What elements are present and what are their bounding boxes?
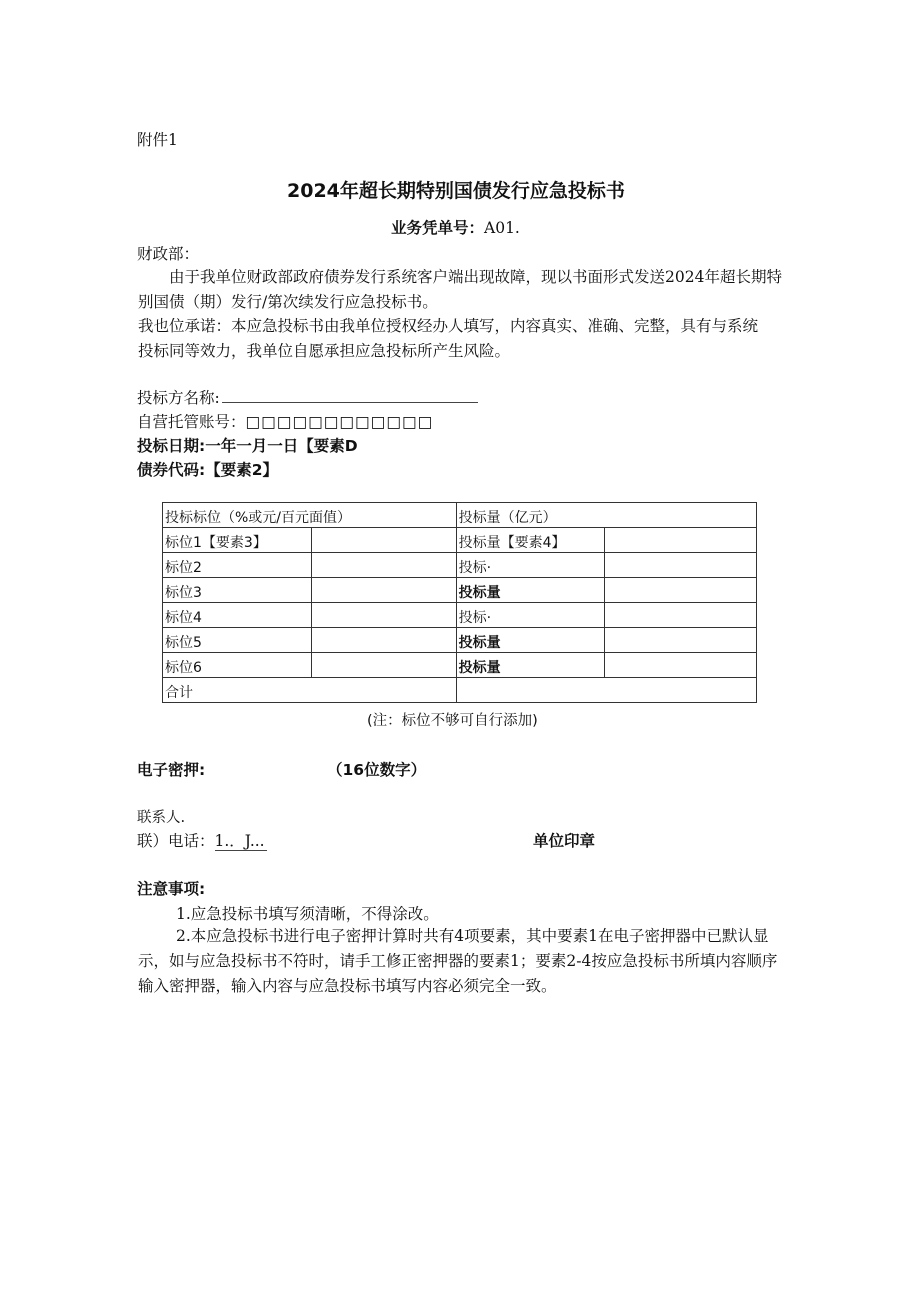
amount-value-cell [605,603,757,628]
recipient: 财政部： [137,245,200,263]
position-cell: 标位1【要素3】 [163,528,312,553]
position-cell: 标位2 [163,553,312,578]
amount-value-cell [605,528,757,553]
table-header-row [163,503,757,528]
bidder-name-label: 投标方名称: [137,389,220,407]
phone-label: 联）电话： [137,832,215,850]
table-row [163,653,757,678]
notes-title: 注意事项: [137,880,206,898]
account-label: 自营托管账号： [137,413,246,431]
phone-value: 1.．J... [214,832,265,850]
table-row [163,553,757,578]
bid-date: 投标日期:一年一月一日【要素D [137,437,358,455]
e-seal-hint: （16位数字） [327,761,427,779]
table-row [163,578,757,603]
note-1: 1.应急投标书填写须清晰，不得涂改。 [176,905,439,923]
unit-seal: 单位印章 [533,832,596,850]
table-row [163,628,757,653]
position-value-cell [311,528,456,553]
table-total-row [163,678,757,703]
position-value-cell [311,578,456,603]
note-2: 2.本应急投标书进行电子密押计算时共有4项要素，其中要素1在电子密押器中已默认显示，如与应急投标书不符时，请手工修正密押器的要素1；要素2-4按应急投标书所填内容顺序输入密押器，输入内容与应急投标书填写内容必须完全一致。 [138,927,778,995]
bidder-name-line [137,386,478,408]
paragraph-commitment: 我也位承诺：本应急投标书由我单位授权经办人填写，内容真实、准确、完整，具有与系统投标同等效力，我单位自愿承担应急投标所产生风险。 [138,317,759,360]
amount-label-cell: 投标量 [456,578,605,603]
table-row [163,528,757,553]
amount-value-cell [605,653,757,678]
table-note: (注：标位不够可自行添加) [367,713,538,729]
bidder-name-blank [222,388,478,403]
table-row [163,603,757,628]
total-label-cell: 合计 [163,678,457,703]
bond-code: 债券代码:【要素2】 [137,461,278,479]
position-value-cell [311,603,456,628]
position-value-cell [311,553,456,578]
position-cell: 标位3 [163,578,312,603]
e-seal-label: 电子密押: [137,761,206,779]
header-bid-position: 投标标位（%或元/百元面值） [163,503,457,528]
phone-line [137,829,267,851]
position-cell: 标位5 [163,628,312,653]
amount-label-cell: 投标量【要素4】 [456,528,605,553]
contact-label: 联系人. [137,810,186,826]
header-bid-amount: 投标量（亿元） [456,503,756,528]
position-value-cell [311,653,456,678]
voucher-line [391,216,520,238]
amount-value-cell [605,553,757,578]
document-title: 2024年超长期特别国债发行应急投标书 [287,180,625,202]
account-line [137,410,433,432]
amount-label-cell: 投标量 [456,653,605,678]
position-value-cell [311,628,456,653]
paragraph-intro: 由于我单位财政部政府债券发行系统客户端出现故障，现以书面形式发送2024年超长期特别国债（期）发行/第次续发行应急投标书。 [138,268,782,311]
voucher-label: 业务凭单号： [391,219,485,237]
account-boxes: □□□□□□□□□□□□ [245,413,434,431]
amount-label-cell: 投标量 [456,628,605,653]
position-cell: 标位6 [163,653,312,678]
voucher-value: A01. [484,219,520,237]
amount-value-cell [605,578,757,603]
amount-value-cell [605,628,757,653]
bid-table [162,502,757,703]
position-cell: 标位4 [163,603,312,628]
total-value-cell [456,678,756,703]
amount-label-cell: 投标· [456,603,605,628]
attachment-label: 附件1 [137,131,178,149]
amount-label-cell: 投标· [456,553,605,578]
